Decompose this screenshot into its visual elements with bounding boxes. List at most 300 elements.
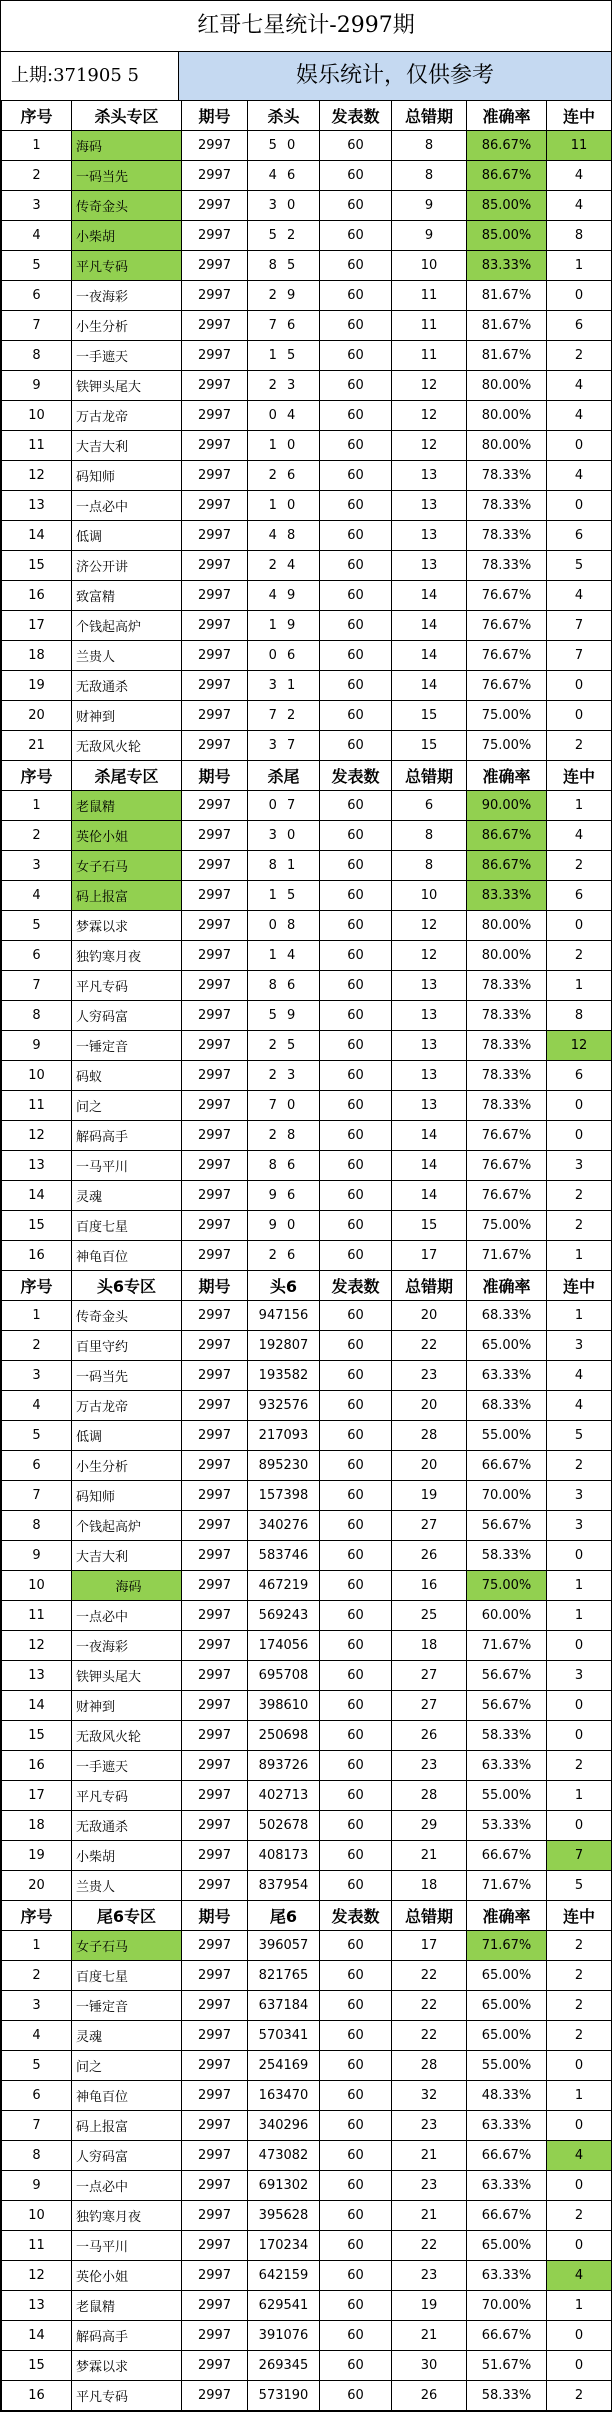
cell-value: 0 8 xyxy=(248,911,320,941)
table-row xyxy=(2,1031,612,1061)
cell-name: 财神到 xyxy=(72,701,182,731)
cell-issue: 2997 xyxy=(182,1661,248,1691)
cell-errors: 11 xyxy=(392,311,467,341)
cell-streak: 2 xyxy=(547,1931,612,1961)
cell-streak: 2 xyxy=(547,1211,612,1241)
cell-value: 569243 xyxy=(248,1601,320,1631)
cell-accuracy: 80.00% xyxy=(467,431,547,461)
cell-errors: 8 xyxy=(392,161,467,191)
cell-value: 3 1 xyxy=(248,671,320,701)
cell-count: 60 xyxy=(320,251,392,281)
cell-name: 兰贵人 xyxy=(72,1871,182,1901)
cell-value: 502678 xyxy=(248,1811,320,1841)
cell-issue: 2997 xyxy=(182,2081,248,2111)
cell-issue: 2997 xyxy=(182,1961,248,1991)
cell-accuracy: 58.33% xyxy=(467,1721,547,1751)
header-value: 杀尾 xyxy=(248,761,320,791)
cell-name: 百里守约 xyxy=(72,1331,182,1361)
cell-errors: 14 xyxy=(392,1121,467,1151)
cell-streak: 5 xyxy=(547,1421,612,1451)
cell-accuracy: 75.00% xyxy=(467,1211,547,1241)
cell-name: 小生分析 xyxy=(72,1451,182,1481)
cell-value: 192807 xyxy=(248,1331,320,1361)
cell-errors: 16 xyxy=(392,1571,467,1601)
cell-streak: 1 xyxy=(547,1241,612,1271)
cell-errors: 14 xyxy=(392,641,467,671)
cell-no: 5 xyxy=(2,911,72,941)
cell-issue: 2997 xyxy=(182,221,248,251)
cell-issue: 2997 xyxy=(182,671,248,701)
cell-count: 60 xyxy=(320,1181,392,1211)
cell-no: 19 xyxy=(2,671,72,701)
cell-count: 60 xyxy=(320,401,392,431)
cell-count: 60 xyxy=(320,1511,392,1541)
cell-streak: 5 xyxy=(547,1871,612,1901)
cell-count: 60 xyxy=(320,851,392,881)
cell-streak: 1 xyxy=(547,1781,612,1811)
cell-count: 60 xyxy=(320,1751,392,1781)
cell-count: 60 xyxy=(320,2261,392,2291)
cell-value: 254169 xyxy=(248,2051,320,2081)
cell-value: 8 6 xyxy=(248,971,320,1001)
cell-value: 4 8 xyxy=(248,521,320,551)
cell-accuracy: 48.33% xyxy=(467,2081,547,2111)
cell-errors: 15 xyxy=(392,1211,467,1241)
cell-value: 396057 xyxy=(248,1931,320,1961)
cell-count: 60 xyxy=(320,2291,392,2321)
cell-errors: 28 xyxy=(392,1781,467,1811)
cell-accuracy: 68.33% xyxy=(467,1391,547,1421)
cell-streak: 2 xyxy=(547,851,612,881)
cell-issue: 2997 xyxy=(182,491,248,521)
cell-errors: 18 xyxy=(392,1631,467,1661)
cell-streak: 0 xyxy=(547,2351,612,2381)
cell-name: 码知师 xyxy=(72,1481,182,1511)
cell-errors: 14 xyxy=(392,1151,467,1181)
header-no: 序号 xyxy=(2,101,72,131)
table-row xyxy=(2,1841,612,1871)
cell-errors: 27 xyxy=(392,1661,467,1691)
header-zone: 杀尾专区 xyxy=(72,761,182,791)
cell-errors: 12 xyxy=(392,431,467,461)
cell-value: 570341 xyxy=(248,2021,320,2051)
cell-errors: 13 xyxy=(392,491,467,521)
cell-name: 梦霖以求 xyxy=(72,911,182,941)
cell-issue: 2997 xyxy=(182,641,248,671)
table-row xyxy=(2,701,612,731)
cell-streak: 0 xyxy=(547,1811,612,1841)
cell-value: 3 7 xyxy=(248,731,320,761)
cell-accuracy: 66.67% xyxy=(467,1841,547,1871)
section-header-row xyxy=(2,101,612,131)
table-row xyxy=(2,401,612,431)
cell-errors: 26 xyxy=(392,1541,467,1571)
cell-issue: 2997 xyxy=(182,311,248,341)
cell-streak: 7 xyxy=(547,611,612,641)
cell-name: 致富精 xyxy=(72,581,182,611)
cell-streak: 5 xyxy=(547,551,612,581)
cell-errors: 22 xyxy=(392,2231,467,2261)
cell-streak: 1 xyxy=(547,2291,612,2321)
cell-no: 9 xyxy=(2,1541,72,1571)
table-row xyxy=(2,221,612,251)
table-row xyxy=(2,1331,612,1361)
header-count: 发表数 xyxy=(320,101,392,131)
cell-count: 60 xyxy=(320,941,392,971)
header-zone: 杀头专区 xyxy=(72,101,182,131)
cell-accuracy: 71.67% xyxy=(467,1931,547,1961)
cell-name: 低调 xyxy=(72,1421,182,1451)
cell-streak: 0 xyxy=(547,671,612,701)
cell-accuracy: 78.33% xyxy=(467,1031,547,1061)
cell-name: 小柴胡 xyxy=(72,221,182,251)
cell-value: 629541 xyxy=(248,2291,320,2321)
cell-value: 837954 xyxy=(248,1871,320,1901)
cell-value: 695708 xyxy=(248,1661,320,1691)
cell-streak: 2 xyxy=(547,2381,612,2411)
table-row xyxy=(2,2141,612,2171)
cell-issue: 2997 xyxy=(182,1631,248,1661)
cell-count: 60 xyxy=(320,791,392,821)
cell-no: 8 xyxy=(2,1001,72,1031)
cell-errors: 18 xyxy=(392,1871,467,1901)
cell-accuracy: 60.00% xyxy=(467,1601,547,1631)
header-errors: 总错期 xyxy=(392,1901,467,1931)
cell-streak: 8 xyxy=(547,1001,612,1031)
table-row xyxy=(2,1811,612,1841)
cell-streak: 4 xyxy=(547,191,612,221)
table-row xyxy=(2,1151,612,1181)
cell-value: 4 6 xyxy=(248,161,320,191)
cell-value: 170234 xyxy=(248,2231,320,2261)
cell-count: 60 xyxy=(320,1241,392,1271)
cell-value: 7 0 xyxy=(248,1091,320,1121)
cell-issue: 2997 xyxy=(182,581,248,611)
cell-name: 问之 xyxy=(72,1091,182,1121)
cell-issue: 2997 xyxy=(182,1871,248,1901)
cell-no: 12 xyxy=(2,2261,72,2291)
table-row xyxy=(2,1721,612,1751)
cell-no: 3 xyxy=(2,1991,72,2021)
cell-errors: 28 xyxy=(392,2051,467,2081)
cell-issue: 2997 xyxy=(182,1031,248,1061)
cell-no: 9 xyxy=(2,371,72,401)
cell-name: 一码当先 xyxy=(72,1361,182,1391)
cell-streak: 1 xyxy=(547,1601,612,1631)
cell-errors: 14 xyxy=(392,671,467,701)
cell-no: 16 xyxy=(2,581,72,611)
table-row xyxy=(2,971,612,1001)
cell-errors: 13 xyxy=(392,551,467,581)
cell-value: 2 6 xyxy=(248,1241,320,1271)
cell-name: 老鼠精 xyxy=(72,791,182,821)
cell-accuracy: 56.67% xyxy=(467,1511,547,1541)
cell-issue: 2997 xyxy=(182,911,248,941)
header-issue: 期号 xyxy=(182,1271,248,1301)
cell-name: 无敌风火轮 xyxy=(72,1721,182,1751)
cell-name: 个钱起高炉 xyxy=(72,1511,182,1541)
cell-count: 60 xyxy=(320,641,392,671)
cell-errors: 30 xyxy=(392,2351,467,2381)
cell-streak: 8 xyxy=(547,221,612,251)
cell-errors: 29 xyxy=(392,1811,467,1841)
table-row xyxy=(2,191,612,221)
cell-accuracy: 76.67% xyxy=(467,611,547,641)
table-row xyxy=(2,1301,612,1331)
cell-issue: 2997 xyxy=(182,521,248,551)
cell-errors: 13 xyxy=(392,521,467,551)
cell-name: 灵魂 xyxy=(72,2021,182,2051)
cell-value: 395628 xyxy=(248,2201,320,2231)
cell-accuracy: 66.67% xyxy=(467,2321,547,2351)
cell-value: 9 0 xyxy=(248,1211,320,1241)
cell-no: 15 xyxy=(2,551,72,581)
header-issue: 期号 xyxy=(182,761,248,791)
cell-issue: 2997 xyxy=(182,941,248,971)
cell-name: 码上报富 xyxy=(72,2111,182,2141)
cell-name: 人穷码富 xyxy=(72,1001,182,1031)
header-streak: 连中 xyxy=(547,1271,612,1301)
cell-no: 3 xyxy=(2,851,72,881)
cell-errors: 12 xyxy=(392,941,467,971)
cell-no: 9 xyxy=(2,2171,72,2201)
cell-accuracy: 76.67% xyxy=(467,1121,547,1151)
cell-name: 铁钾头尾大 xyxy=(72,1661,182,1691)
cell-name: 灵魂 xyxy=(72,1181,182,1211)
cell-no: 1 xyxy=(2,131,72,161)
cell-issue: 2997 xyxy=(182,1601,248,1631)
cell-count: 60 xyxy=(320,2381,392,2411)
cell-value: 0 7 xyxy=(248,791,320,821)
cell-accuracy: 86.67% xyxy=(467,821,547,851)
cell-count: 60 xyxy=(320,1841,392,1871)
cell-streak: 6 xyxy=(547,311,612,341)
cell-count: 60 xyxy=(320,1391,392,1421)
header-zone: 头6专区 xyxy=(72,1271,182,1301)
cell-streak: 4 xyxy=(547,2261,612,2291)
cell-count: 60 xyxy=(320,341,392,371)
cell-value: 3 0 xyxy=(248,191,320,221)
cell-issue: 2997 xyxy=(182,2321,248,2351)
header-errors: 总错期 xyxy=(392,1271,467,1301)
cell-count: 60 xyxy=(320,1721,392,1751)
cell-value: 8 6 xyxy=(248,1151,320,1181)
cell-errors: 11 xyxy=(392,281,467,311)
section-header-row xyxy=(2,761,612,791)
cell-value: 0 4 xyxy=(248,401,320,431)
cell-streak: 0 xyxy=(547,701,612,731)
cell-accuracy: 76.67% xyxy=(467,671,547,701)
cell-streak: 4 xyxy=(547,2141,612,2171)
cell-count: 60 xyxy=(320,1211,392,1241)
cell-streak: 2 xyxy=(547,2201,612,2231)
cell-issue: 2997 xyxy=(182,1751,248,1781)
cell-value: 2 3 xyxy=(248,371,320,401)
cell-count: 60 xyxy=(320,2201,392,2231)
cell-streak: 0 xyxy=(547,2321,612,2351)
cell-no: 1 xyxy=(2,1301,72,1331)
table-row xyxy=(2,1421,612,1451)
table-row xyxy=(2,371,612,401)
cell-value: 4 9 xyxy=(248,581,320,611)
cell-value: 2 9 xyxy=(248,281,320,311)
last-issue: 上期:371905 5 xyxy=(1,52,179,100)
table-row xyxy=(2,1541,612,1571)
cell-count: 60 xyxy=(320,551,392,581)
cell-no: 12 xyxy=(2,1631,72,1661)
cell-errors: 32 xyxy=(392,2081,467,2111)
cell-no: 11 xyxy=(2,1601,72,1631)
cell-streak: 6 xyxy=(547,521,612,551)
cell-accuracy: 76.67% xyxy=(467,581,547,611)
cell-count: 60 xyxy=(320,1481,392,1511)
cell-value: 932576 xyxy=(248,1391,320,1421)
cell-value: 2 6 xyxy=(248,461,320,491)
table-row xyxy=(2,1451,612,1481)
cell-value: 2 4 xyxy=(248,551,320,581)
table-row xyxy=(2,1481,612,1511)
stats-table xyxy=(1,101,612,2411)
cell-accuracy: 76.67% xyxy=(467,1181,547,1211)
cell-errors: 8 xyxy=(392,821,467,851)
cell-accuracy: 75.00% xyxy=(467,1571,547,1601)
cell-errors: 20 xyxy=(392,1451,467,1481)
cell-value: 193582 xyxy=(248,1361,320,1391)
header-streak: 连中 xyxy=(547,101,612,131)
cell-issue: 2997 xyxy=(182,1691,248,1721)
table-row xyxy=(2,281,612,311)
cell-errors: 22 xyxy=(392,1331,467,1361)
header-value: 尾6 xyxy=(248,1901,320,1931)
cell-no: 11 xyxy=(2,1091,72,1121)
cell-count: 60 xyxy=(320,191,392,221)
cell-no: 10 xyxy=(2,401,72,431)
cell-accuracy: 65.00% xyxy=(467,1961,547,1991)
cell-count: 60 xyxy=(320,1571,392,1601)
cell-accuracy: 66.67% xyxy=(467,1451,547,1481)
cell-streak: 4 xyxy=(547,1361,612,1391)
cell-no: 3 xyxy=(2,1361,72,1391)
cell-accuracy: 78.33% xyxy=(467,1001,547,1031)
cell-value: 573190 xyxy=(248,2381,320,2411)
cell-count: 60 xyxy=(320,461,392,491)
cell-value: 473082 xyxy=(248,2141,320,2171)
cell-accuracy: 63.33% xyxy=(467,1751,547,1781)
cell-count: 60 xyxy=(320,1931,392,1961)
cell-name: 一锤定音 xyxy=(72,1991,182,2021)
cell-errors: 19 xyxy=(392,1481,467,1511)
cell-no: 11 xyxy=(2,2231,72,2261)
cell-issue: 2997 xyxy=(182,1991,248,2021)
table-row xyxy=(2,311,612,341)
cell-value: 408173 xyxy=(248,1841,320,1871)
cell-errors: 25 xyxy=(392,1601,467,1631)
cell-streak: 0 xyxy=(547,911,612,941)
cell-count: 60 xyxy=(320,131,392,161)
cell-issue: 2997 xyxy=(182,1721,248,1751)
table-row xyxy=(2,491,612,521)
subheader xyxy=(1,52,611,101)
cell-accuracy: 78.33% xyxy=(467,491,547,521)
cell-value: 2 8 xyxy=(248,1121,320,1151)
cell-streak: 2 xyxy=(547,341,612,371)
cell-accuracy: 80.00% xyxy=(467,941,547,971)
table-row xyxy=(2,1571,612,1601)
cell-no: 13 xyxy=(2,1151,72,1181)
cell-count: 60 xyxy=(320,1361,392,1391)
cell-name: 海码 xyxy=(72,1571,182,1601)
cell-errors: 13 xyxy=(392,1061,467,1091)
cell-name: 解码高手 xyxy=(72,2321,182,2351)
header-accuracy: 准确率 xyxy=(467,1271,547,1301)
cell-accuracy: 58.33% xyxy=(467,2381,547,2411)
cell-streak: 0 xyxy=(547,1541,612,1571)
cell-count: 60 xyxy=(320,731,392,761)
cell-name: 独钓寒月夜 xyxy=(72,2201,182,2231)
cell-name: 大吉大利 xyxy=(72,431,182,461)
cell-value: 821765 xyxy=(248,1961,320,1991)
cell-errors: 20 xyxy=(392,1391,467,1421)
cell-name: 一手遮天 xyxy=(72,341,182,371)
cell-errors: 15 xyxy=(392,731,467,761)
cell-value: 250698 xyxy=(248,1721,320,1751)
cell-no: 16 xyxy=(2,1751,72,1781)
cell-accuracy: 75.00% xyxy=(467,701,547,731)
cell-no: 2 xyxy=(2,821,72,851)
cell-errors: 17 xyxy=(392,1931,467,1961)
cell-issue: 2997 xyxy=(182,1211,248,1241)
cell-name: 英伦小姐 xyxy=(72,821,182,851)
cell-streak: 0 xyxy=(547,1691,612,1721)
cell-accuracy: 76.67% xyxy=(467,1151,547,1181)
cell-accuracy: 90.00% xyxy=(467,791,547,821)
table-row xyxy=(2,2291,612,2321)
cell-issue: 2997 xyxy=(182,161,248,191)
table-row xyxy=(2,1361,612,1391)
cell-count: 60 xyxy=(320,1631,392,1661)
header-errors: 总错期 xyxy=(392,101,467,131)
cell-name: 万古龙帝 xyxy=(72,401,182,431)
table-row xyxy=(2,2021,612,2051)
cell-name: 一点必中 xyxy=(72,2171,182,2201)
cell-no: 4 xyxy=(2,2021,72,2051)
cell-streak: 1 xyxy=(547,791,612,821)
cell-streak: 2 xyxy=(547,1751,612,1781)
cell-name: 一夜海彩 xyxy=(72,1631,182,1661)
cell-no: 1 xyxy=(2,1931,72,1961)
cell-name: 女子石马 xyxy=(72,1931,182,1961)
cell-count: 60 xyxy=(320,821,392,851)
cell-value: 2 3 xyxy=(248,1061,320,1091)
cell-issue: 2997 xyxy=(182,2351,248,2381)
table-row xyxy=(2,1121,612,1151)
table-row xyxy=(2,1241,612,1271)
cell-errors: 12 xyxy=(392,911,467,941)
cell-no: 19 xyxy=(2,1841,72,1871)
cell-streak: 0 xyxy=(547,1121,612,1151)
cell-issue: 2997 xyxy=(182,1541,248,1571)
cell-issue: 2997 xyxy=(182,281,248,311)
cell-issue: 2997 xyxy=(182,2201,248,2231)
cell-issue: 2997 xyxy=(182,1181,248,1211)
cell-count: 60 xyxy=(320,2021,392,2051)
cell-no: 9 xyxy=(2,1031,72,1061)
cell-count: 60 xyxy=(320,1991,392,2021)
cell-accuracy: 65.00% xyxy=(467,2021,547,2051)
cell-streak: 0 xyxy=(547,1721,612,1751)
cell-streak: 3 xyxy=(547,1481,612,1511)
cell-count: 60 xyxy=(320,2051,392,2081)
